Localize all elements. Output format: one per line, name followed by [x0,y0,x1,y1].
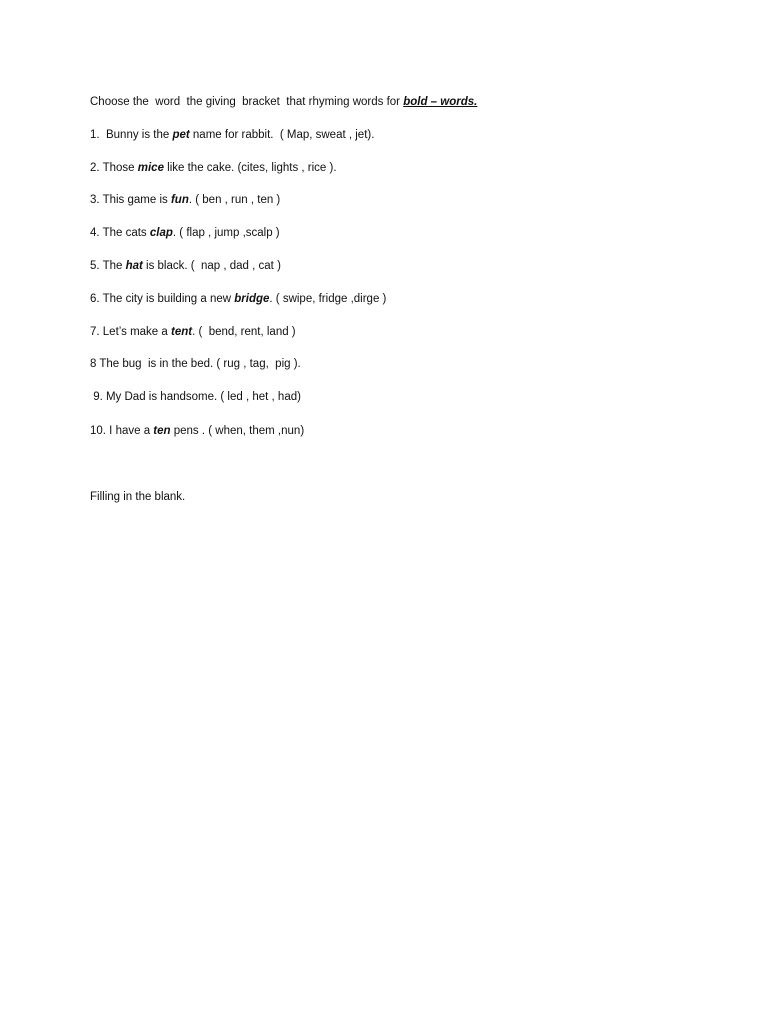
question-text: 9. My Dad is handsome. ( led , het , had) [90,391,301,403]
question-6 [90,292,386,306]
instruction-line [90,95,477,109]
bold-word: ten [153,425,171,437]
bold-word: bridge [234,293,270,305]
question-1 [90,128,374,142]
question-text: 8 The bug is in the bed. ( rug , tag, pig ). [90,358,301,370]
question-text: 3. This game is [90,194,171,206]
question-10 [90,424,304,438]
bold-word: clap [149,227,173,239]
question-options: is black. ( nap , dad , cat ) [142,260,281,272]
question-text: 2. Those [90,162,138,174]
bold-word: pet [172,129,190,141]
section-heading-fill-blank: Filling in the blank. [90,491,186,503]
bold-word: fun [170,194,189,206]
question-text: 10. I have a [90,425,154,437]
question-options: . ( swipe, fridge ,dirge ) [269,293,387,305]
question-options: . ( ben , run , ten ) [188,194,281,206]
question-text: 5. The [90,260,126,272]
question-text: 4. The cats [90,227,150,239]
question-7 [90,325,296,339]
question-options: like the cake. (cites, lights , rice ). [163,162,337,174]
bold-word: tent [170,326,193,338]
question-options: name for rabbit. ( Map, sweat , jet). [189,129,375,141]
question-3 [90,193,280,207]
question-2 [90,161,337,175]
instruction-emphasis: bold – words. [403,96,478,108]
question-9 [90,390,301,404]
bold-word: mice [137,162,164,174]
question-options: pens . ( when, them ,nun) [170,425,305,437]
instruction-text: Choose the word the giving bracket that rhyming words for [90,96,404,108]
question-8 [90,357,301,371]
question-text: 6. The city is building a new [90,293,235,305]
question-text: 1. Bunny is the [90,129,173,141]
bold-word: hat [125,260,143,272]
question-options: . ( bend, rent, land ) [192,326,296,338]
question-4 [90,226,280,240]
question-text: 7. Let’s make a [90,326,171,338]
question-options: . ( flap , jump ,scalp ) [172,227,280,239]
question-5 [90,259,281,273]
